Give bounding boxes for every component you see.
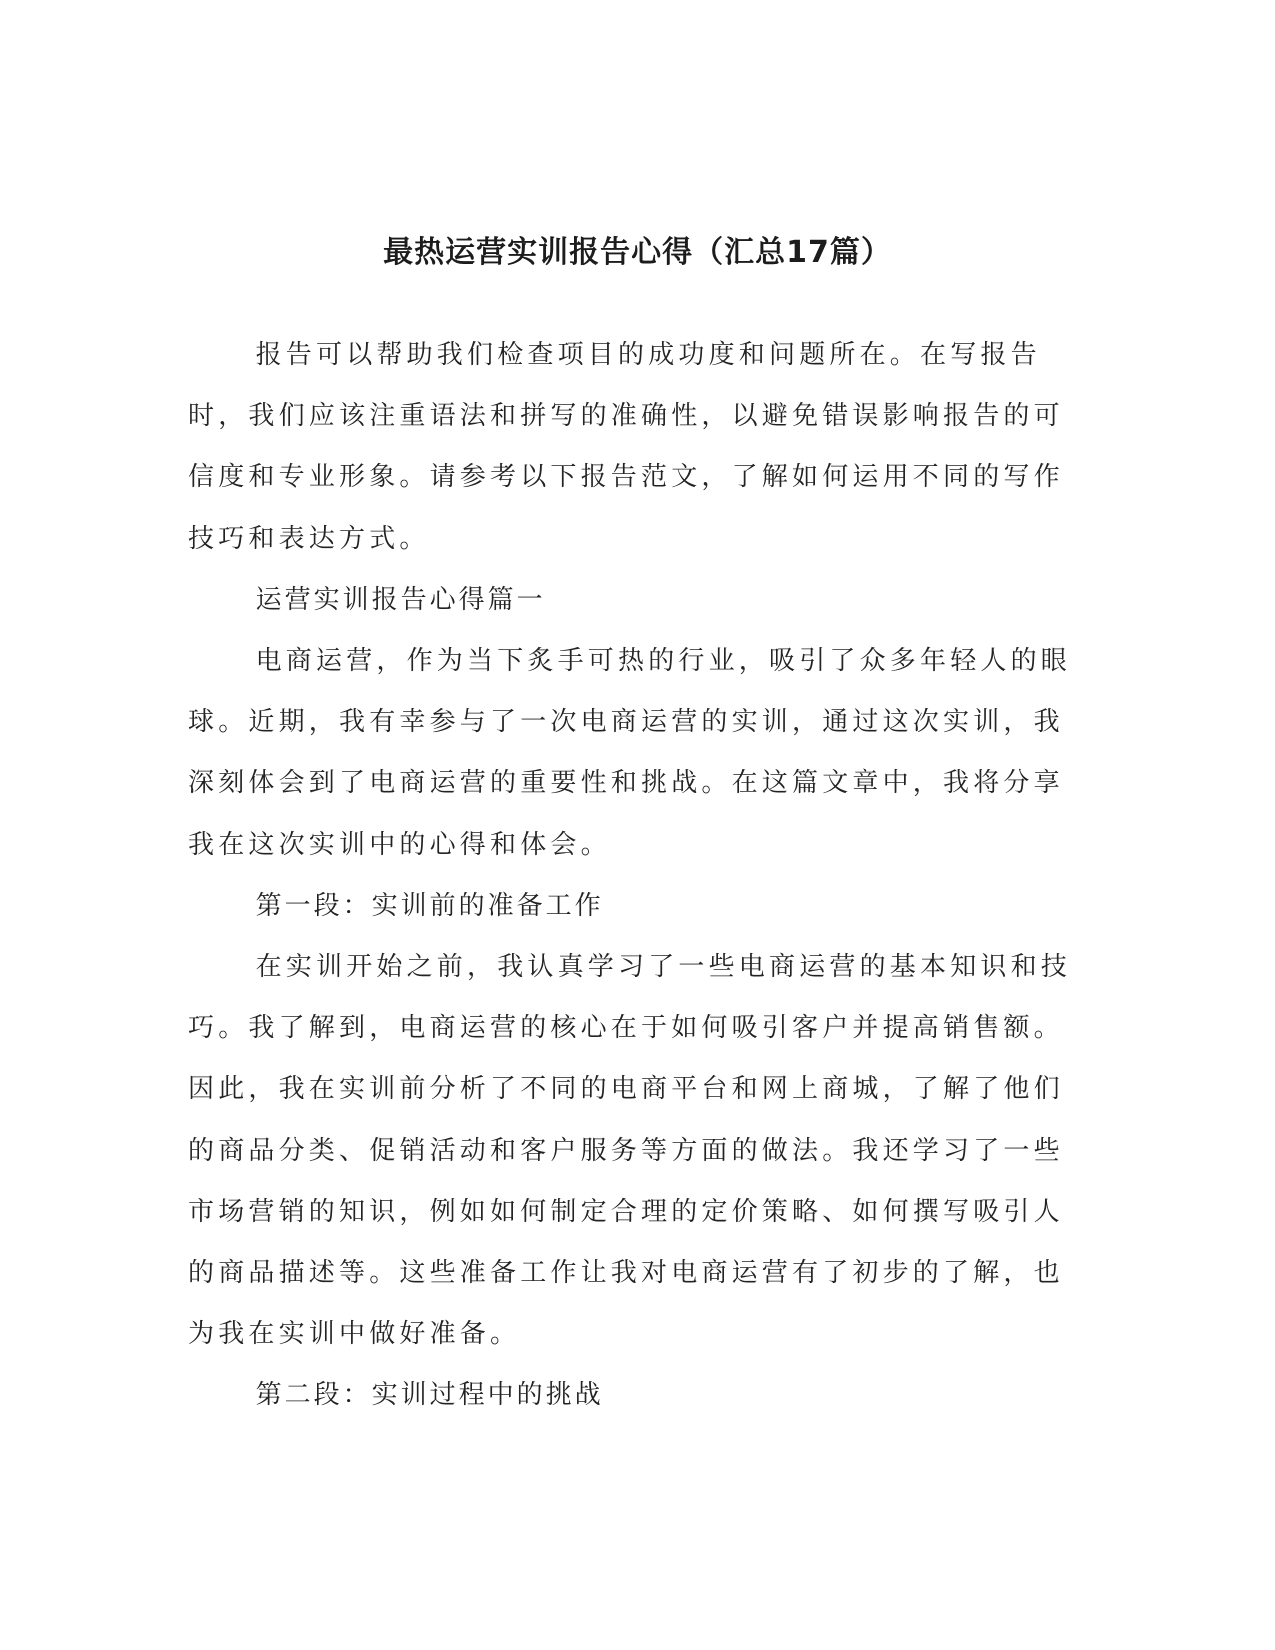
document-title: 最热运营实训报告心得（汇总17篇）: [383, 235, 892, 271]
section-heading-part-one: 运营实训报告心得篇一: [255, 584, 546, 615]
part-one-paragraph: 电商运营，作为当下炙手可热的行业，吸引了众多年轻人的眼球。近期，我有幸参与了一次电商运营的实训，通过这次实训，我深刻体会到了电商运营的重要性和挑战。在这篇文章中，我将分享我在这次实训中的心得和体会。: [188, 646, 1071, 860]
section-heading-stage-one: 第一段：实训前的准备工作: [255, 890, 604, 921]
stage-one-paragraph: 在实训开始之前，我认真学习了一些电商运营的基本知识和技巧。我了解到，电商运营的核心在于如何吸引客户并提高销售额。因此，我在实训前分析了不同的电商平台和网上商城，了解了他们的商品分类、促销活动和客户服务等方面的做法。我还学习了一些市场营销的知识，例如如何制定合理的定价策略、如何撰写吸引人的商品描述等。这些准备工作让我对电商运营有了初步的了解，也为我在实训中做好准备。: [188, 952, 1071, 1350]
section-heading-stage-two: 第二段：实训过程中的挑战: [255, 1380, 604, 1411]
document-body: [188, 325, 1088, 1427]
intro-paragraph: 报告可以帮助我们检查项目的成功度和问题所在。在写报告时，我们应该注重语法和拼写的准确性，以避免错误影响报告的可信度和专业形象。请参考以下报告范文，了解如何运用不同的写作技巧和表达方式。: [188, 340, 1064, 554]
